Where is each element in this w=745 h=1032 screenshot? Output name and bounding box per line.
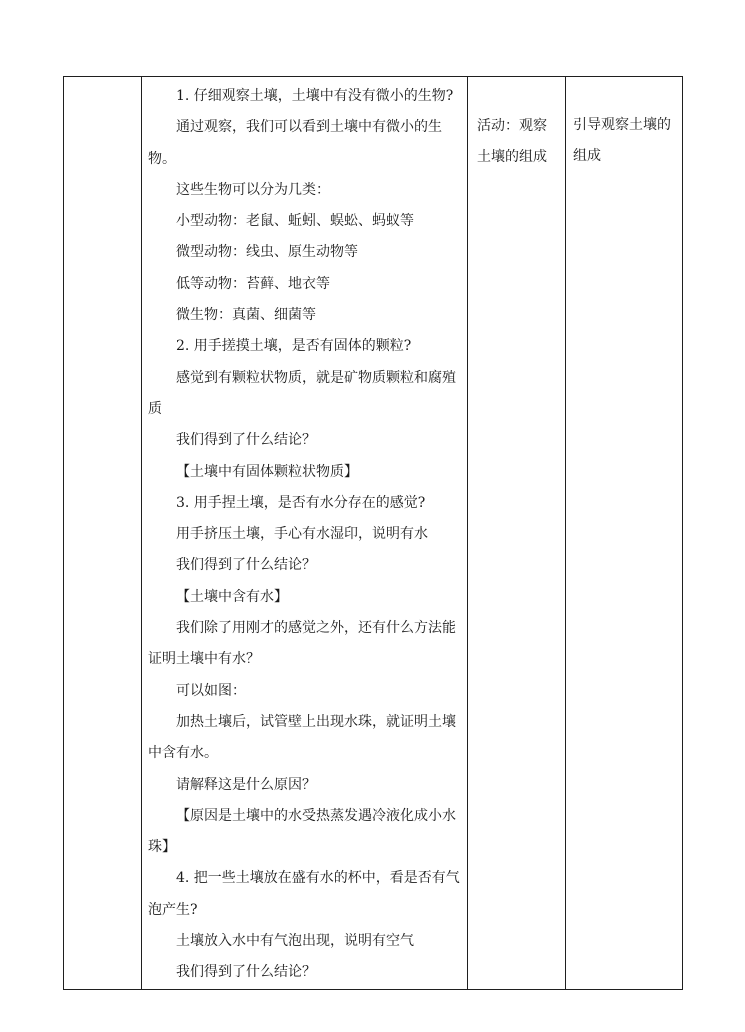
content-line: 可以如图： <box>176 682 246 699</box>
table-row <box>64 77 683 990</box>
content-line: 我们得到了什么结论？ <box>176 432 316 449</box>
teaching-content-cell <box>142 77 468 990</box>
activity-text: 活动：观察土壤的组成 <box>477 118 547 165</box>
question-1: 1. 仔细观察土壤，土壤中有没有微小的生物? <box>176 88 454 104</box>
content-line: 我们得到了什么结论？ <box>176 557 316 574</box>
conclusion-3: 【原因是土壤中的水受热蒸发遇冷液化成小水珠】 <box>148 807 456 856</box>
content-line: 加热土壤后，试管壁上出现水珠，就证明土壤中含有水。 <box>148 713 456 762</box>
question-2: 2. 用手搓摸土壤，是否有固体的颗粒? <box>176 338 412 355</box>
design-intent-text: 引导观察土壤的组成 <box>573 117 671 164</box>
content-line: 微生物：真菌、细菌等 <box>176 307 316 324</box>
content-line: 微型动物：线虫、原生动物等 <box>176 244 358 261</box>
teaching-content <box>142 77 467 989</box>
content-line: 这些生物可以分为几类： <box>176 181 330 198</box>
conclusion-1: 【土壤中有固体颗粒状物质】 <box>176 463 358 480</box>
question-4: 4. 把一些土壤放在盛有水的杯中，看是否有气泡产生? <box>148 870 460 918</box>
content-line: 低等动物：苔藓、地衣等 <box>176 275 330 292</box>
content-line: 感觉到有颗粒状物质，就是矿物质颗粒和腐殖质 <box>148 369 456 417</box>
question-3: 3. 用手捏土壤，是否有水分存在的感觉? <box>176 494 426 511</box>
content-line: 小型动物：老鼠、蚯蚓、蜈蚣、蚂蚁等 <box>176 213 414 230</box>
content-line: 用手挤压土壤，手心有水湿印，说明有水 <box>176 526 428 543</box>
design-intent-cell <box>566 77 683 990</box>
content-line: 请解释这是什么原因？ <box>176 776 316 793</box>
conclusion-2: 【土壤中含有水】 <box>176 588 288 605</box>
content-line: 我们除了用刚才的感觉之外，还有什么方法能证明土壤中有水？ <box>148 620 456 668</box>
content-line: 通过观察，我们可以看到土壤中有微小的生物。 <box>148 119 442 167</box>
lesson-plan-table <box>63 76 683 990</box>
content-line: 土壤放入水中有气泡出现，说明有空气 <box>176 933 414 950</box>
student-activity-cell <box>468 77 566 990</box>
stage-cell <box>64 77 142 990</box>
content-line: 我们得到了什么结论？ <box>176 964 316 981</box>
